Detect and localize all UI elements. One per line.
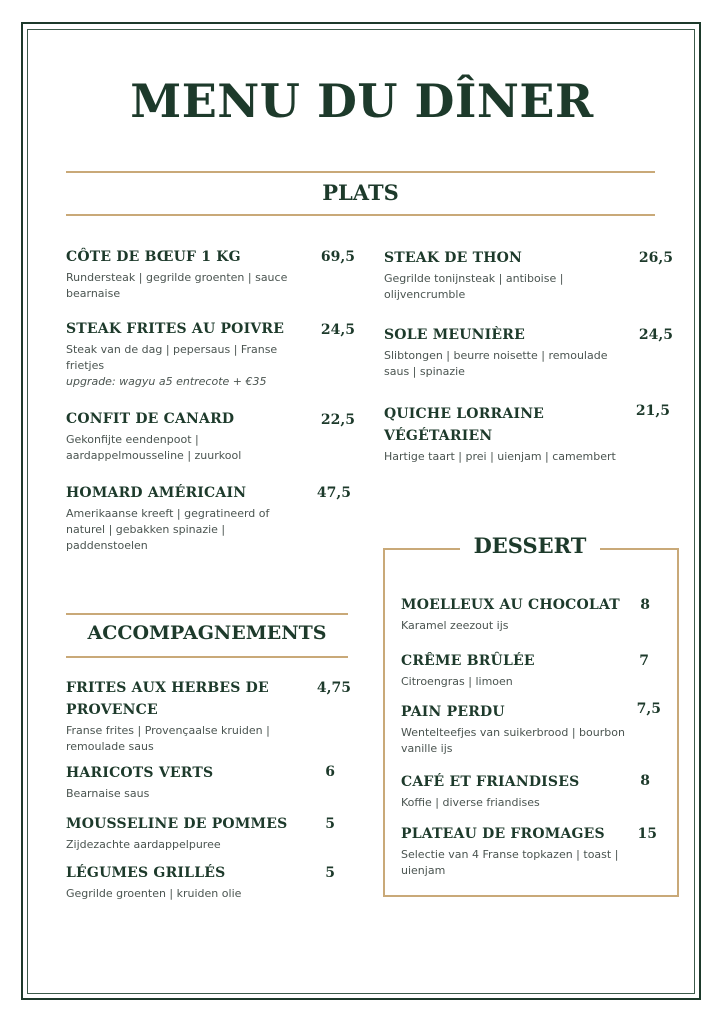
item-description: Bearnaise saus <box>66 787 150 800</box>
item-name: STEAK DE THON <box>384 250 523 266</box>
menu-item <box>401 594 631 634</box>
menu-item <box>384 324 624 380</box>
dessert-heading: DESSERT <box>460 533 600 558</box>
item-name: QUICHE LORRAINE VÉGÉTARIEN <box>384 406 545 444</box>
item-price: 22,5 <box>320 412 355 428</box>
menu-item <box>401 650 631 690</box>
item-price: 26,5 <box>638 250 673 266</box>
item-name: CAFÉ ET FRIANDISES <box>401 774 580 790</box>
item-price: 6 <box>325 764 335 780</box>
item-price: 47,5 <box>316 485 351 501</box>
item-price: 8 <box>640 597 650 613</box>
menu-item <box>384 403 624 465</box>
item-price: 7 <box>639 653 649 669</box>
accomp-top-rule <box>66 613 348 615</box>
item-price: 4,75 <box>316 680 351 696</box>
plats-bottom-rule <box>66 214 655 216</box>
item-description: Amerikaanse kreeft | gegratineerd of naturel | gebakken spinazie | paddenstoelen <box>66 507 270 552</box>
menu-item <box>66 862 306 902</box>
item-name: CÔTE DE BŒUF 1 KG <box>66 249 241 265</box>
item-description: Citroengras | limoen <box>401 675 513 688</box>
item-description: Wentelteefjes van suikerbrood | bourbon vanille ijs <box>401 726 625 755</box>
item-price: 8 <box>640 773 650 789</box>
item-name: PAIN PERDU <box>401 704 505 720</box>
menu-item <box>401 823 631 879</box>
item-price: 5 <box>325 865 335 881</box>
item-name: SOLE MEUNIÈRE <box>384 327 525 343</box>
item-description: Franse frites | Provençaalse kruiden | remoulade saus <box>66 724 270 753</box>
menu-item <box>66 762 306 802</box>
menu-item <box>401 701 631 757</box>
item-description: Gekonfijte eendenpoot | aardappelmousseline | zuurkool <box>66 433 242 462</box>
item-price: 5 <box>325 816 335 832</box>
item-description: Gegrilde groenten | kruiden olie <box>66 887 242 900</box>
menu-item <box>66 813 306 853</box>
item-name: PLATEAU DE FROMAGES <box>401 826 605 842</box>
item-name: HOMARD AMÉRICAIN <box>66 485 247 501</box>
item-description: Karamel zeezout ijs <box>401 619 509 632</box>
item-name: CONFIT DE CANARD <box>66 411 235 427</box>
accomp-bottom-rule <box>66 656 348 658</box>
plats-top-rule <box>66 171 655 173</box>
plats-heading: PLATS <box>322 180 399 205</box>
item-name: MOELLEUX AU CHOCOLAT <box>401 597 620 613</box>
item-name: MOUSSELINE DE POMMES <box>66 816 288 832</box>
menu-item <box>66 408 306 464</box>
item-name: CRÊME BRÛLÉE <box>401 653 535 669</box>
item-name: FRITES AUX HERBES DE PROVENCE <box>66 680 269 718</box>
item-description: Koffie | diverse friandises <box>401 796 540 809</box>
menu-item <box>401 771 631 811</box>
menu-item <box>66 677 306 755</box>
item-name: HARICOTS VERTS <box>66 765 214 781</box>
item-name: LÉGUMES GRILLÉS <box>66 865 226 881</box>
item-name: STEAK FRITES AU POIVRE <box>66 321 285 337</box>
item-description: Slibtongen | beurre noisette | remoulade saus | spinazie <box>384 349 608 378</box>
item-upgrade-note: upgrade: wagyu a5 entrecote + €35 <box>66 375 267 388</box>
item-description: Steak van de dag | pepersaus | Franse frietjes <box>66 343 278 372</box>
item-description: Rundersteak | gegrilde groenten | sauce bearnaise <box>66 271 288 300</box>
menu-item <box>66 318 306 390</box>
item-description: Hartige taart | prei | uienjam | camembert <box>384 450 616 463</box>
item-price: 24,5 <box>638 327 673 343</box>
menu-item <box>66 246 306 302</box>
item-description: Selectie van 4 Franse topkazen | toast | uienjam <box>401 848 619 877</box>
menu-item <box>384 247 624 303</box>
item-description: Zijdezachte aardappelpuree <box>66 838 221 851</box>
menu-title: MENU DU DÎNER <box>130 74 594 128</box>
accompagnements-heading: ACCOMPAGNEMENTS <box>87 622 327 644</box>
item-price: 15 <box>637 826 657 842</box>
menu-item <box>66 482 306 554</box>
item-price: 21,5 <box>635 403 670 419</box>
item-price: 69,5 <box>320 249 355 265</box>
item-price: 24,5 <box>320 322 355 338</box>
item-description: Gegrilde tonijnsteak | antiboise | olijvencrumble <box>384 272 564 301</box>
item-price: 7,5 <box>636 701 661 717</box>
